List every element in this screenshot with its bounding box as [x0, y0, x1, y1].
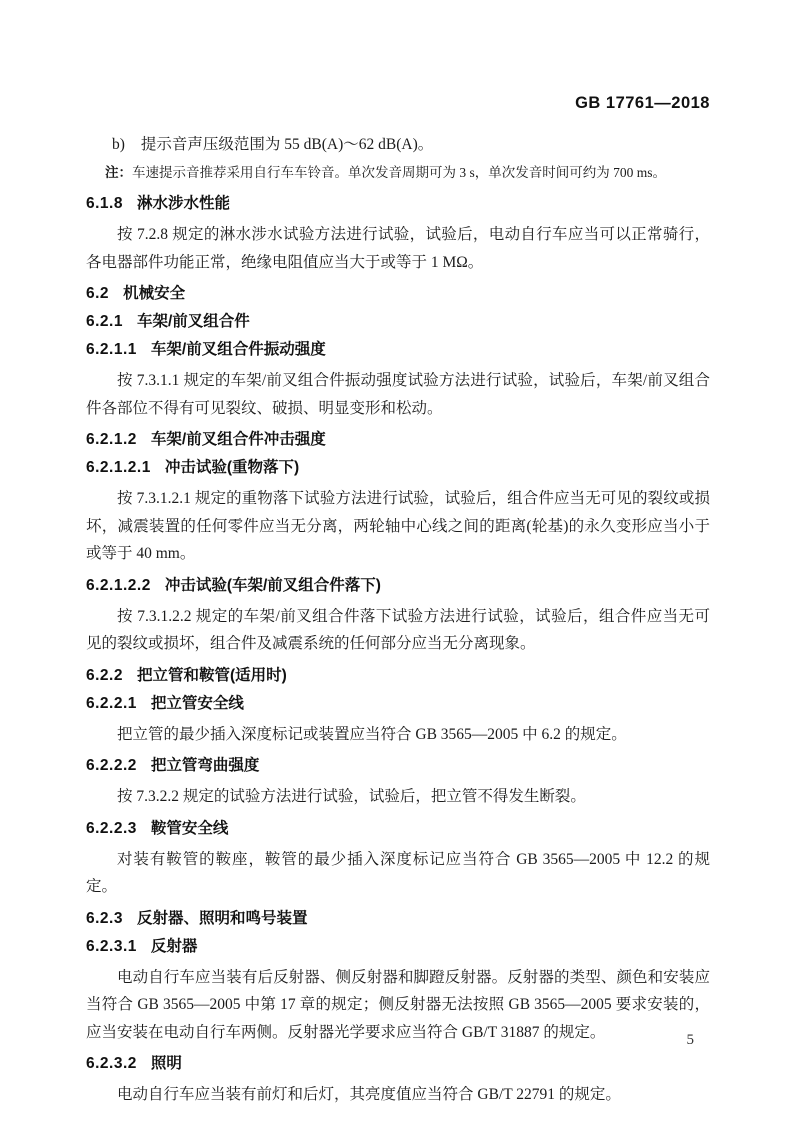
section-heading: [86, 340, 710, 360]
heading-number: 6.2.1.2: [86, 431, 137, 448]
heading-number: 6.2.3.1: [86, 937, 137, 955]
page-content: [86, 93, 710, 1109]
heading-title: 反射器、照明和鸣号装置: [136, 909, 308, 927]
list-text: 提示音声压级范围为 55 dB(A)～62 dB(A)。: [140, 136, 434, 153]
section-heading: [86, 694, 710, 714]
section-heading: [86, 194, 710, 214]
heading-number: 6.2.2.3: [86, 819, 137, 837]
body-paragraph: 按 7.2.8 规定的淋水涉水试验方法进行试验，试验后，电动自行车应当可以正常骑行，各电器部件功能正常，绝缘电阻值应当大于或等于 1 MΩ。: [86, 226, 710, 271]
body-paragraph: 对装有鞍管的鞍座，鞍管的最少插入深度标记应当符合 GB 3565—2005 中 12.2 的规定。: [86, 850, 710, 895]
heading-title: 冲击试验(车架/前叉组合件落下): [164, 576, 381, 594]
heading-title: 把立管和鞍管(适用时): [136, 666, 287, 684]
heading-number: 6.2.3: [86, 909, 123, 927]
section-heading: [86, 458, 710, 478]
heading-title: 冲击试验(重物落下): [164, 459, 300, 476]
body-paragraph: 电动自行车应当装有后反射器、侧反射器和脚蹬反射器。反射器的类型、颜色和安装应当符合 GB 3565—2005 中第 17 章的规定；侧反射器无法按照 GB 3565—2005 要求安装的，应当安装在电动自行车两侧。反射器光学要求应当符合 GB/T 31887 的规定。: [86, 968, 710, 1041]
section-heading: [86, 284, 710, 304]
list-marker: b): [112, 136, 125, 153]
heading-number: 6.2.1.1: [86, 341, 137, 358]
heading-title: 把立管弯曲强度: [150, 757, 260, 774]
body-paragraph: 按 7.3.1.2.2 规定的车架/前叉组合件落下试验方法进行试验，试验后，组合件应当无可见的裂纹或损坏，组合件及减震系统的任何部分应当无分离现象。: [86, 607, 710, 652]
heading-title: 反射器: [150, 937, 198, 955]
body-paragraph: 按 7.3.1.1 规定的车架/前叉组合件振动强度试验方法进行试验，试验后，车架/前叉组合件各部位不得有可见裂纹、破损、明显变形和松动。: [86, 372, 710, 417]
heading-number: 6.2.1: [86, 313, 123, 330]
note-label: 注：: [105, 165, 132, 180]
heading-number: 6.2.3.2: [86, 1055, 137, 1072]
section-heading: [86, 576, 710, 596]
note: [86, 160, 710, 186]
body-paragraph: 电动自行车应当装有前灯和后灯，其亮度值应当符合 GB/T 22791 的规定。: [117, 1086, 621, 1103]
heading-number: 6.1.8: [86, 195, 123, 212]
heading-title: 车架/前叉组合件振动强度: [150, 341, 326, 358]
body-paragraph: 把立管的最少插入深度标记或装置应当符合 GB 3565—2005 中 6.2 的规定。: [117, 725, 627, 743]
heading-title: 机械安全: [123, 285, 186, 302]
section-heading: [86, 666, 710, 686]
page-number: 5: [686, 1032, 694, 1048]
section-heading: [86, 937, 710, 957]
section-heading: [86, 756, 710, 776]
heading-number: 6.2.1.2.2: [86, 576, 151, 594]
heading-title: 把立管安全线: [150, 694, 244, 712]
standard-code-header: GB 17761—2018: [575, 94, 710, 112]
note-text: 车速提示音推荐采用自行车车铃音。单次发音周期可为 3 s，单次发音时间可约为 700 ms。: [132, 165, 667, 180]
heading-number: 6.2: [86, 285, 110, 302]
heading-title: 淋水涉水性能: [136, 195, 230, 212]
section-heading: [86, 430, 710, 450]
content-blocks: [86, 131, 710, 1109]
body-paragraph: 按 7.3.2.2 规定的试验方法进行试验，试验后，把立管不得发生断裂。: [117, 788, 586, 805]
heading-title: 照明: [150, 1055, 182, 1072]
heading-number: 6.2.2.1: [86, 694, 137, 712]
heading-number: 6.2.2.2: [86, 757, 137, 774]
list-item: [86, 131, 710, 158]
heading-number: 6.2.1.2.1: [86, 459, 151, 476]
heading-title: 车架/前叉组合件: [136, 313, 250, 330]
section-heading: [86, 909, 710, 929]
section-heading: [86, 1054, 710, 1074]
heading-title: 鞍管安全线: [150, 819, 229, 837]
heading-number: 6.2.2: [86, 666, 123, 684]
section-heading: [86, 312, 710, 332]
section-heading: [86, 819, 710, 839]
heading-title: 车架/前叉组合件冲击强度: [150, 431, 326, 448]
body-paragraph: 按 7.3.1.2.1 规定的重物落下试验方法进行试验，试验后，组合件应当无可见的裂纹或损坏，减震装置的任何零件应当无分离，两轮轴中心线之间的距离(轮基)的永久变形应当小于或等于 40 mm。: [86, 490, 710, 562]
